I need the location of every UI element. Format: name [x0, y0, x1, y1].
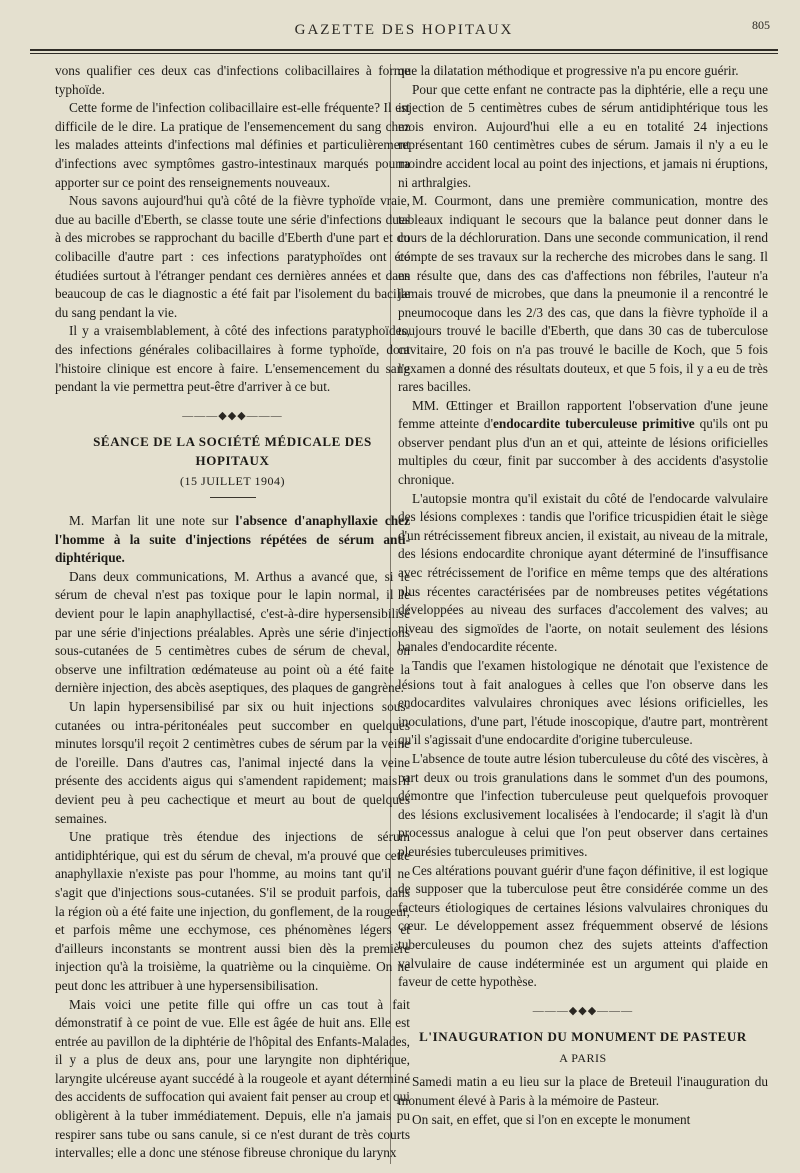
paragraph: On sait, en effet, que si l'on en excepte le monument: [412, 1111, 691, 1127]
left-column: [55, 62, 410, 1163]
paragraph-emphasis: l'absence d'anaphyllaxie chez l'homme à la suite d'injections répétées de sérum anti-diphtérique.: [55, 513, 410, 566]
paragraph: Tandis que l'examen histologique ne dénotait que l'existence de lésions tout à fait analogues à celles que l'on observe dans les endocardites valvulaires chroniques avec lésions orificielles, les inoculations, d'une part, l'étude inoscopique, d'autre part, montrèrent qu'il s'agissait d'une endocardite d'origine tuberculeuse.: [398, 658, 768, 748]
paragraph-lead: M. Marfan lit une note sur: [69, 513, 236, 529]
right-column: [398, 62, 768, 1129]
paragraph: Dans deux communications, M. Arthus a avancé que, si le sérum de cheval n'est pas toxique pour le lapin normal, il le devient pour le lapin anaphyllactisé, c'est-à-dire hypersensibilisé par une série d'injections préalables. Après une série d'injections sous-cutanées de 5 centimètres cubes de sérum de cheval, on observe une infiltration œdémateuse au point où a été faite la dernière injection, des abcès aseptiques, des plaques de gangrène.: [55, 568, 410, 696]
header-rule: [30, 49, 778, 54]
paragraph-tail: qu'ils ont pu observer pendant plus d'un an et qui, atteinte de lésions orificielles multiples du cœur, finit par succomber à des accidents d'asystolie chronique.: [398, 416, 768, 488]
paragraph: [55, 512, 410, 568]
section-ornament: ———◆◆◆———: [532, 1004, 634, 1017]
paragraph: Pour que cette enfant ne contracte pas la diphtérie, elle a reçu une injection de 5 centimètres cubes de sérum antidiphtérique tous les mois environ. Aujourd'hui elle a eu en totalité 24 injections représentant 160 centimètres cubes de sérum. Jamais il n'y a eu le moindre accident local au point des injections, et jamais ni éruptions, ni arthralgies.: [398, 81, 768, 190]
section-title: SÉANCE DE LA SOCIÉTÉ MÉDICALE DES HOPITAUX: [93, 434, 372, 468]
section-ornament: ———◆◆◆———: [182, 409, 283, 422]
paragraph: L'absence de toute autre lésion tuberculeuse du côté des viscères, à part deux ou trois granulations dans le sommet d'un des poumons, démontre que l'infection tuberculeuse peut quelquefois provoquer des lésions exclusivement localisées à l'endocarde; il s'agit là d'un processus analogue à celui que l'on peut observer dans certaines pleurésies tuberculeuses primitives.: [398, 750, 768, 859]
paragraph: M. Courmont, dans une première communication, montre des tableaux indiquant le secours que la balance peut donner dans le cours de la déchloruration. Dans une seconde communication, il rend compte de ses travaux sur la recherche des microbes dans le sang. Il en résulte que, dans des cas d'affections non fébriles, l'auteur n'a jamais trouvé de microbes, que dans la pneumonie il a rencontré le pneumocoque dans les 2/3 des cas, que dans la fièvre typhoïde il a toujours trouvé le bacille d'Eberth, que dans 30 cas de tuberculose cavitaire, 20 fois on n'a pas trouvé le bacille de Koch, que 5 fois l'examen a donné des résultats douteux, et que 5 fois, il y a eu de très rares bacilles.: [398, 193, 768, 395]
page-number: 805: [752, 18, 770, 32]
paragraph: que la dilatation méthodique et progressive n'a pu encore guérir.: [398, 63, 739, 78]
paragraph: Cette forme de l'infection colibacillaire est-elle fréquente? Il est difficile de le dire. La pratique de l'ensemencement du sang chez les malades atteints d'infections mal définies et particulièrement d'infections avec symptômes gastro-intestinaux marqués pourra apporter sur ce point des renseignements nouveaux.: [55, 100, 410, 190]
paragraph: Une pratique très étendue des injections de sérum antidiphtérique, qui est du sérum de cheval, m'a prouvé que cette anaphyllaxie n'existe pas pour l'homme, au moins tant qu'il ne s'agit que d'injections sous-cutanées. S'il se produit parfois, dans la région où a été faite une injection, du gonflement, de la rougeur, et parfois même une ecchymose, ces phénomènes légers et d'ailleurs inconstants se montrent aussi bien dès la première injection qu'à la troisième, la quatrième ou la cinquième. On ne peut donc les attribuer à une hypersensibilisation.: [55, 829, 410, 993]
section-title: L'INAUGURATION DU MONUMENT DE PASTEUR: [419, 1029, 747, 1045]
paragraph: vons qualifier ces deux cas d'infections colibacillaires à forme typhoïde.: [55, 63, 410, 97]
paragraph-emphasis: endocardite tuberculeuse primitive: [492, 416, 695, 432]
section-date: (15 JUILLET 1904): [180, 474, 285, 489]
page-header: [30, 16, 778, 54]
paragraph: L'autopsie montra qu'il existait du côté de l'endocarde valvulaire des lésions complexes : tandis que l'orifice tricuspidien était le siège d'un rétrécissement fibreux ancien, il existait, au niveau de la mitrale, des lésions endocardite chronique ayant déterminé de l'insuffisance avec rétrécissement de l'orifice en même temps que des altérations plus récentes caractérisées par de nombreuses petites végétations développées au niveau des surfaces d'accolement des valves; au niveau des sigmoïdes de l'aorte, on notait seulement des lésions banales d'endocardite récente.: [398, 490, 768, 655]
short-rule: [210, 497, 256, 498]
paragraph: Mais voici une petite fille qui offre un cas tout à fait démonstratif à ce point de vue. Elle est âgée de huit ans. Elle est entrée au pavillon de la diphtérie de l'hôpital des Enfants-Malades, il y a plus de deux ans, pour une laryngite non diphtérique, laryngite ulcéreuse ayant succédé à la rougeole et ayant déterminé des accidents de suffocation qui avaient fait penser au croup et qui obligèrent à la tuber immédiatement. Depuis, elle n'a jamais pu respirer sans tube ou sans canule, si ce n'est durant de très courts intervalles; elle a donc une sténose fibreuse chronique du larynx: [55, 996, 410, 1161]
paragraph: [398, 397, 768, 490]
paragraph: Il y a vraisemblablement, à côté des infections paratyphoïdes, des infections générales colibacillaires à forme typhoïde, dont l'histoire clinique est encore à faire. L'ensemencement du sang pendant la vie permettra peut-être d'arriver à ce but.: [55, 323, 410, 395]
paragraph: Un lapin hypersensibilisé par six ou huit injections sous-cutanées ou intra-péritonéales peut succomber en quelques minutes lorsqu'il reçoit 2 centimètres cubes de sérum par la veine de l'oreille. Dans d'autres cas, l'animal injecté dans la veine présente des accidents aigus qui s'amendent rapidement; mais il devient peu à peu cachectique et meurt au bout de quelques semaines.: [55, 699, 410, 826]
section-subtitle: A PARIS: [559, 1050, 607, 1065]
running-title: GAZETTE DES HOPITAUX: [294, 22, 514, 38]
paragraph: Nous savons aujourd'hui qu'à côté de la fièvre typhoïde vraie, due au bacille d'Eberth, se classe toute une série d'infections dues à des microbes se rapprochant du bacille d'Eberth d'une part et du colibacille d'autre part : ces infections paratyphoïdes ont été étudiées surtout à l'étranger pendant ces dernières années et dans beaucoup de cas le diagnostic a été fait par l'isolement du bacille du sang pendant la vie.: [55, 193, 410, 320]
paragraph: Ces altérations pouvant guérir d'une façon définitive, il est logique de supposer que la tuberculose peut être considérée comme un des facteurs étiologiques de certaines lésions valvulaires chroniques du cœur. Le développement assez fréquemment observé de lésions tuberculeuses du poumon chez des sujets atteints d'affection valvulaire de cause indéterminée est un argument qui plaide en faveur de cette hypothèse.: [398, 862, 768, 990]
paragraph-lead: MM. Œttinger et Braillon rapportent l'observation d'une jeune femme atteinte d': [398, 397, 768, 432]
paragraph: Samedi matin a eu lieu sur la place de Breteuil l'inauguration du monument élevé à Paris à la mémoire de Pasteur.: [398, 1074, 768, 1109]
